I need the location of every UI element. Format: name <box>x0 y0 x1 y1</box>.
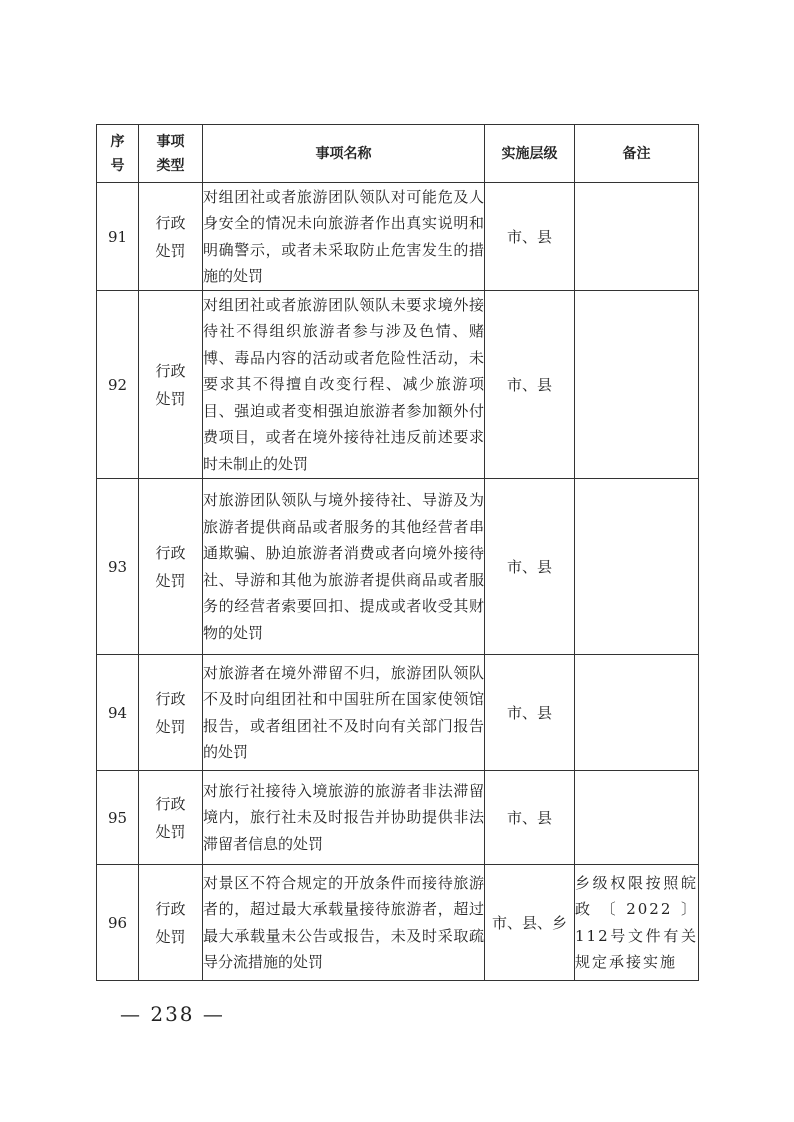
row-name: 对旅游者在境外滞留不归，旅游团队领队不及时向组团社和中国驻所在国家使领馆报告，或者组团社不及时向有关部门报告的处罚 <box>203 655 485 771</box>
header-seq: 序 号 <box>97 125 139 183</box>
row-name: 对旅游团队领队与境外接待社、导游及为旅游者提供商品或者服务的其他经营者串通欺骗、胁迫旅游者消费或者向境外接待社、导游和其他为旅游者提供商品或者服务的经营者索要回扣、提成或者收受其财物的处罚 <box>203 479 485 655</box>
row-number: 94 <box>97 655 139 771</box>
row-number: 93 <box>97 479 139 655</box>
row-name: 对组团社或者旅游团队领队未要求境外接待社不得组织旅游者参与涉及色情、赌博、毒品内容的活动或者危险性活动，未要求其不得擅自改变行程、减少旅游项目、强迫或者变相强迫旅游者参加额外付费项目，或者在境外接待社违反前述要求时未制止的处罚 <box>203 291 485 479</box>
row-level: 市、县 <box>485 291 575 479</box>
row-note: 乡级权限按照皖政〔2022〕112号文件有关规定承接实施 <box>575 865 699 981</box>
row-note <box>575 771 699 865</box>
row-level: 市、县 <box>485 655 575 771</box>
row-type: 行政 处罚 <box>139 771 203 865</box>
row-level: 市、县 <box>485 479 575 655</box>
row-level: 市、县 <box>485 183 575 291</box>
header-note: 备注 <box>575 125 699 183</box>
row-note <box>575 183 699 291</box>
table-row <box>97 479 699 655</box>
row-type: 行政 处罚 <box>139 291 203 479</box>
header-level: 实施层级 <box>485 125 575 183</box>
table-row <box>97 771 699 865</box>
row-number: 92 <box>97 291 139 479</box>
table-row <box>97 865 699 981</box>
header-name: 事项名称 <box>203 125 485 183</box>
row-type: 行政 处罚 <box>139 655 203 771</box>
header-row <box>97 125 699 183</box>
row-type: 行政 处罚 <box>139 865 203 981</box>
table-row <box>97 655 699 771</box>
table-row <box>97 291 699 479</box>
row-note <box>575 291 699 479</box>
table-row <box>97 183 699 291</box>
row-level: 市、县、乡 <box>485 865 575 981</box>
row-number: 95 <box>97 771 139 865</box>
row-name: 对组团社或者旅游团队领队对可能危及人身安全的情况未向旅游者作出真实说明和明确警示，或者未采取防止危害发生的措施的处罚 <box>203 183 485 291</box>
row-type: 行政 处罚 <box>139 183 203 291</box>
header-type: 事项 类型 <box>139 125 203 183</box>
page-number: — 238 — <box>120 1002 225 1026</box>
row-name: 对景区不符合规定的开放条件而接待旅游者的，超过最大承载量接待旅游者，超过最大承载量未公告或报告，未及时采取疏导分流措施的处罚 <box>203 865 485 981</box>
row-number: 96 <box>97 865 139 981</box>
row-note <box>575 479 699 655</box>
row-type: 行政 处罚 <box>139 479 203 655</box>
row-number: 91 <box>97 183 139 291</box>
row-level: 市、县 <box>485 771 575 865</box>
row-name: 对旅行社接待入境旅游的旅游者非法滞留境内，旅行社未及时报告并协助提供非法滞留者信息的处罚 <box>203 771 485 865</box>
row-note <box>575 655 699 771</box>
items-table <box>96 124 699 981</box>
